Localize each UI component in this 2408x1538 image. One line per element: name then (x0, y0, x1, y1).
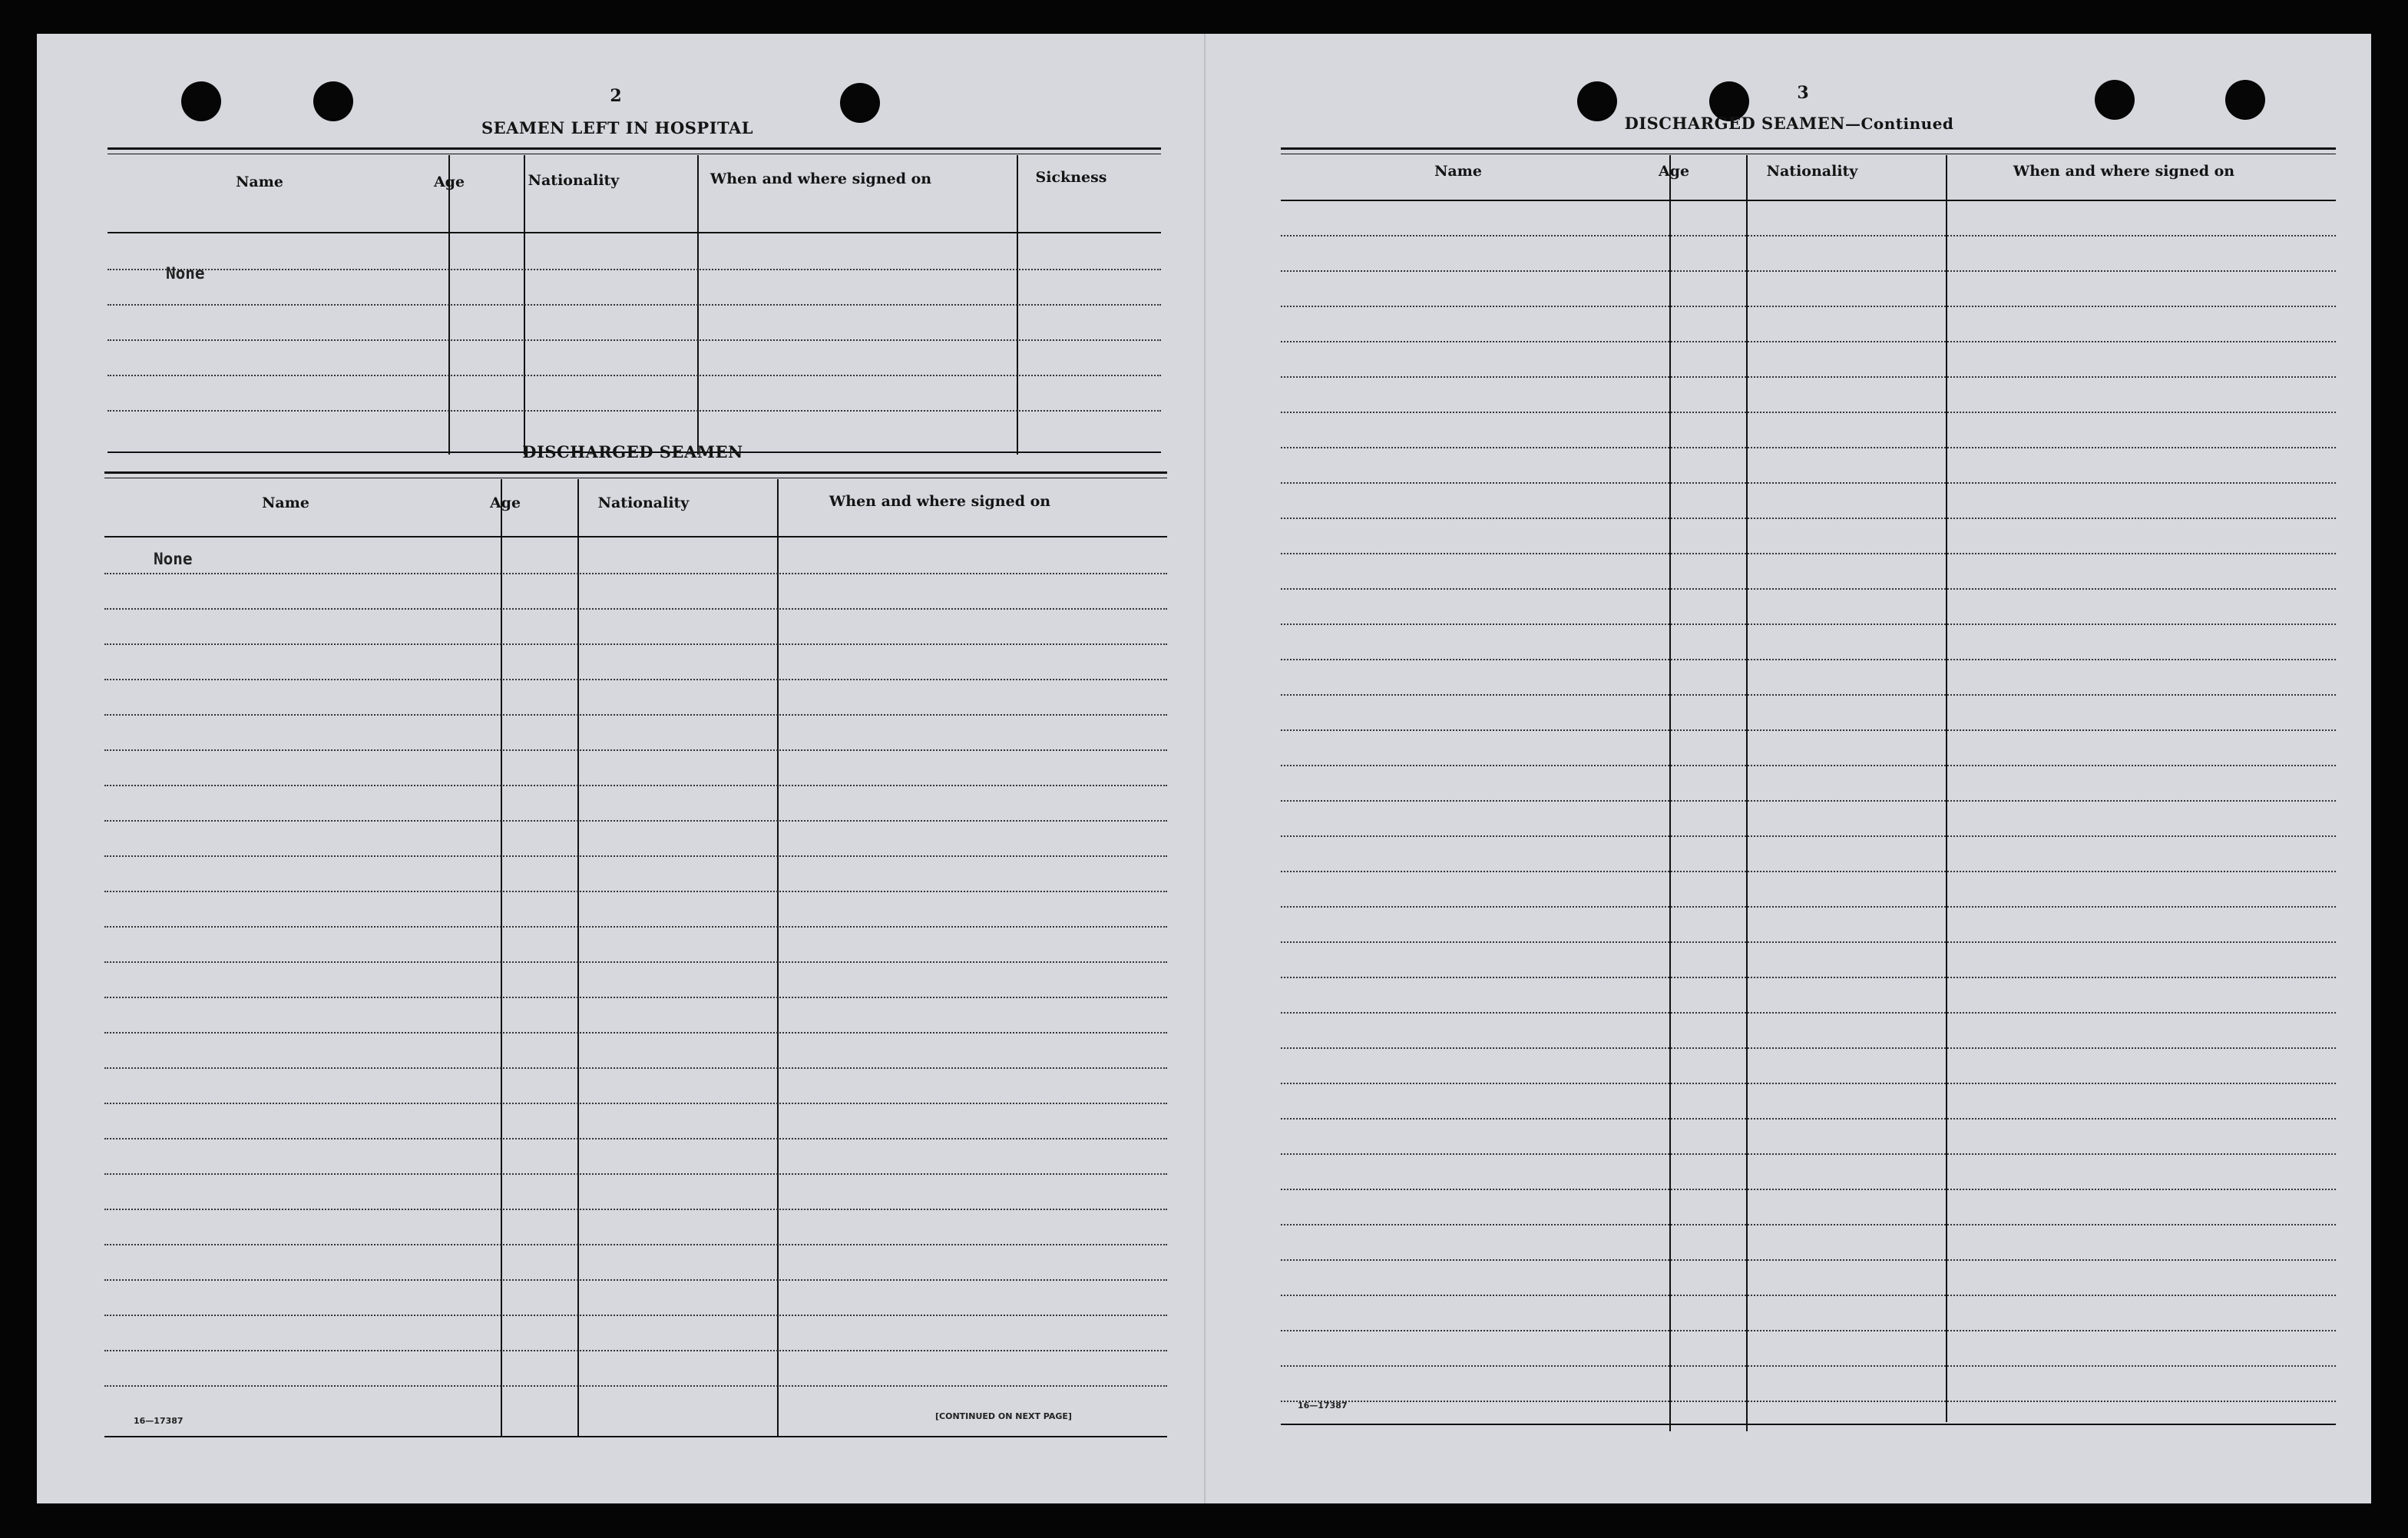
header-age: Age (433, 174, 465, 190)
discharged-entry-name: None (154, 550, 193, 568)
table-row (1281, 1365, 2336, 1367)
header-nationality: Nationality (1766, 163, 1858, 180)
hospital-entry-name: None (166, 264, 205, 283)
table-row (104, 1173, 1167, 1175)
table-row (1281, 871, 2336, 872)
discharged-section-title: DISCHARGED SEAMEN (522, 442, 743, 461)
column-divider (577, 479, 579, 1437)
table-row (104, 1315, 1167, 1316)
header-age: Age (1658, 163, 1690, 180)
header-signed-on: When and where signed on (710, 170, 932, 187)
header-signed-on: When and where signed on (829, 493, 1051, 510)
table-row (1281, 623, 2336, 625)
table-row (104, 573, 1167, 574)
form-code-right: 16—17387 (1298, 1401, 1348, 1411)
table-row (1281, 1224, 2336, 1225)
table-row (104, 926, 1167, 928)
page-number-right: 3 (1797, 83, 1809, 103)
table-row (1281, 588, 2336, 590)
table-row (104, 643, 1167, 645)
table-row (1281, 553, 2336, 554)
header-name: Name (262, 494, 309, 511)
punch-hole (313, 81, 353, 121)
table-row (1281, 447, 2336, 448)
table-row (1281, 659, 2336, 660)
table-row (108, 339, 1161, 341)
table-row (104, 1385, 1167, 1387)
header-age: Age (489, 494, 521, 511)
table-row (104, 1032, 1167, 1034)
column-divider (777, 479, 779, 1437)
table-row (1281, 1118, 2336, 1120)
table-row (1281, 1401, 2336, 1402)
header-nationality: Nationality (528, 172, 620, 189)
table-top-rule (104, 471, 1167, 478)
title-suffix: —Continued (1844, 114, 1954, 133)
discharged-continued-table (1281, 147, 2336, 1431)
punch-hole (2095, 80, 2135, 120)
table-row (1281, 270, 2336, 272)
table-row (108, 269, 1161, 270)
table-row (1281, 235, 2336, 236)
table-row (1281, 482, 2336, 484)
column-divider (501, 479, 502, 1437)
table-row (1281, 1259, 2336, 1261)
table-row (1281, 1189, 2336, 1190)
table-row (1281, 694, 2336, 696)
header-signed-on: When and where signed on (2013, 163, 2235, 180)
table-top-rule (108, 147, 1161, 154)
table-row (104, 714, 1167, 716)
page-fold (1204, 34, 1206, 1503)
header-divider (104, 536, 1167, 537)
table-row (108, 410, 1161, 412)
table-top-rule (1281, 147, 2336, 154)
table-row (104, 1350, 1167, 1351)
table-row (1281, 800, 2336, 802)
header-nationality: Nationality (597, 494, 690, 511)
table-row (104, 1138, 1167, 1139)
punch-hole (1577, 81, 1617, 121)
table-row (1281, 1047, 2336, 1049)
table-row (104, 997, 1167, 998)
table-row (104, 1067, 1167, 1069)
table-row (104, 891, 1167, 892)
table-row (104, 785, 1167, 786)
title-main: DISCHARGED SEAMEN (1624, 114, 1845, 133)
table-bottom-rule (1281, 1424, 2336, 1425)
table-row (104, 1209, 1167, 1210)
column-divider (1669, 155, 1671, 1431)
table-row (104, 855, 1167, 857)
hospital-table (108, 147, 1161, 455)
table-row (104, 961, 1167, 963)
form-code-left: 16—17387 (134, 1416, 184, 1426)
table-row (104, 1244, 1167, 1245)
table-row (1281, 518, 2336, 519)
discharged-continued-title (1625, 114, 1954, 133)
table-row (1281, 1295, 2336, 1296)
table-row (1281, 729, 2336, 731)
table-row (108, 304, 1161, 306)
table-row (1281, 906, 2336, 908)
table-row (1281, 977, 2336, 978)
table-row (1281, 341, 2336, 342)
table-row (1281, 1012, 2336, 1014)
table-row (1281, 306, 2336, 307)
table-row (104, 749, 1167, 751)
header-sickness: Sickness (1035, 169, 1107, 186)
table-row (104, 1103, 1167, 1104)
table-row (1281, 1083, 2336, 1084)
hospital-section-title: SEAMEN LEFT IN HOSPITAL (481, 118, 754, 137)
table-row (104, 608, 1167, 610)
document-spread (37, 34, 2371, 1503)
header-divider (1281, 200, 2336, 201)
table-row (1281, 941, 2336, 943)
column-divider (1746, 155, 1748, 1431)
table-row (1281, 1330, 2336, 1331)
table-bottom-rule (104, 1436, 1167, 1437)
table-row (1281, 835, 2336, 837)
header-divider (108, 232, 1161, 233)
table-row (1281, 376, 2336, 378)
header-name: Name (1434, 163, 1482, 180)
table-row (104, 1279, 1167, 1281)
table-row (104, 679, 1167, 680)
table-row (1281, 765, 2336, 766)
table-row (1281, 1153, 2336, 1155)
header-name: Name (236, 174, 283, 190)
table-row (1281, 412, 2336, 413)
table-row (104, 820, 1167, 822)
continued-note: [CONTINUED ON NEXT PAGE] (935, 1411, 1072, 1421)
punch-hole (2225, 80, 2265, 120)
discharged-table (104, 471, 1167, 1439)
page-number-left: 2 (610, 86, 622, 106)
table-row (108, 375, 1161, 376)
punch-hole (181, 81, 221, 121)
punch-hole (840, 83, 880, 123)
column-divider (1946, 155, 1947, 1422)
